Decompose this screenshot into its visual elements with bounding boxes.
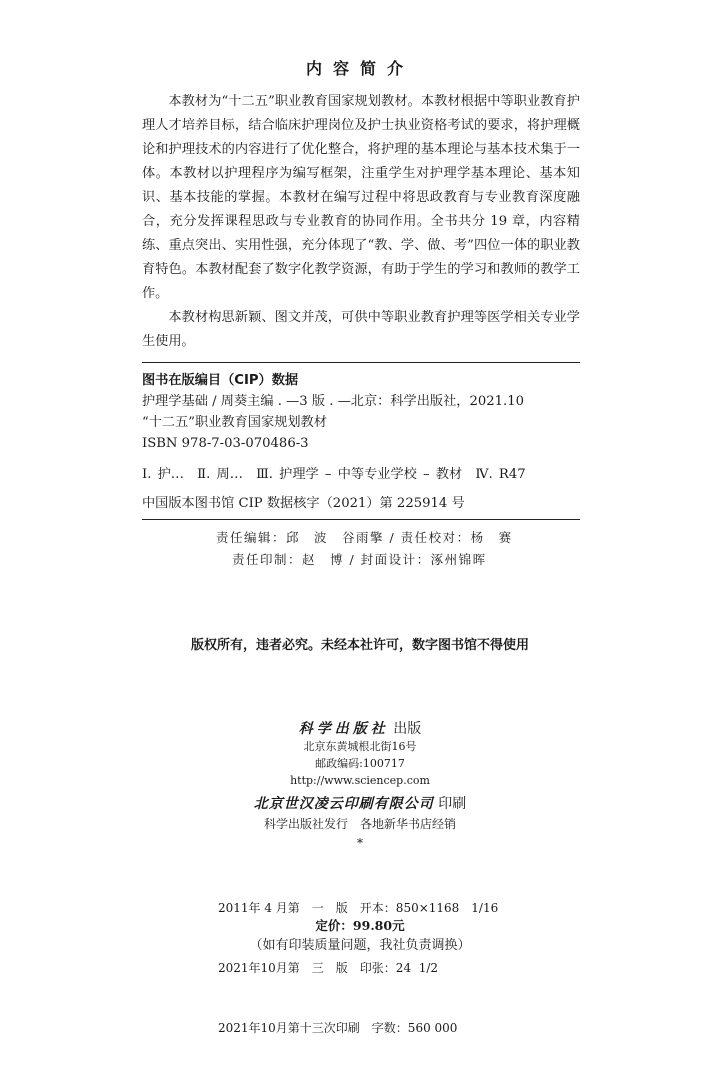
publisher-role: 出版 [393, 721, 422, 737]
printer-line [0, 794, 720, 814]
edition-line: 2011年 4 月第 一 版 开本：850×1168 1/16 [218, 901, 499, 915]
printer-name: 北京世汉凌云印刷有限公司 [253, 796, 434, 812]
edition-info [218, 858, 548, 1078]
edition-line: 2021年10月第 三 版 印张：24 1/2 [218, 961, 439, 975]
publisher-postcode: 邮政编码:100717 [315, 757, 405, 770]
staff-production: 责任印制：赵 博 / 封面设计：涿州锦晖 [232, 552, 487, 567]
quality-notice: （如有印装质量问题，我社负责调换） [249, 938, 471, 953]
cip-series-line: “十二五”职业教育国家规划教材 [142, 415, 327, 430]
price-line [0, 916, 720, 936]
price-label: 定价： [315, 918, 353, 933]
cip-top-rule [142, 362, 580, 363]
summary-paragraph: 本教材为“十二五”职业教育国家规划教材。本教材根据中等职业教育护理人才培养目标，结合临床护理岗位及护士执业资格考试的要求，将护理概论和护理技术的内容进行了优化整合，将护理的基本理论与基本技术集于一体。本教材以护理程序为编写框架，注重学生对护理学基本理论、基本知识、基本技能的掌握。本教材在编写过程中将思政教育与专业教育深度融合，充分发挥课程思政与专业教育的协同作用。全书共分 19 章，内容精练、重点突出、实用性强，充分体现了“教、学、做、考”四位一体的职业教育特色。本教材配套了数字化教学资源，有助于学生的学习和教师的教学工作。 [142, 94, 580, 301]
separator-star: * [357, 836, 363, 850]
copyright-notice: 版权所有，违者必究。未经本社许可，数字图书馆不得使用 [190, 638, 529, 653]
cip-bottom-rule [142, 519, 580, 520]
summary-body [142, 90, 580, 354]
publisher-name: 科学出版社 [298, 721, 389, 737]
publisher-website: http://www.sciencep.com [290, 774, 430, 787]
cip-heading: 图书在版编目（CIP）数据 [142, 373, 299, 388]
printer-role: 印刷 [438, 796, 467, 812]
cip-isbn: ISBN 978-7-03-070486-3 [142, 436, 309, 451]
staff-credits [142, 527, 580, 571]
summary-title: 内容简介 [305, 59, 414, 78]
cip-block [142, 362, 580, 571]
price-value: 99.80元 [352, 918, 405, 933]
cip-classification: Ⅰ. 护… Ⅱ. 周… Ⅲ. 护理学 – 中等专业学校 – 教材 Ⅳ. R47 [142, 467, 526, 482]
publisher-block [0, 718, 720, 852]
summary-paragraph: 本教材构思新颖、图文并茂，可供中等职业教育护理等医学相关专业学生使用。 [142, 310, 580, 349]
distribution-line: 科学出版社发行 各地新华书店经销 [263, 817, 456, 831]
publisher-line [0, 718, 720, 738]
cip-title-line: 护理学基础 / 周葵主编 . —3 版 . —北京：科学出版社，2021.10 [142, 394, 525, 409]
publisher-address: 北京东黄城根北街16号 [303, 740, 417, 753]
cip-record-number: 中国版本图书馆 CIP 数据核字（2021）第 225914 号 [142, 496, 465, 511]
edition-line: 2021年10月第十三次印刷 字数：560 000 [218, 1021, 458, 1035]
staff-editors: 责任编辑：邱 波 谷雨擎 / 责任校对：杨 赛 [216, 530, 513, 545]
